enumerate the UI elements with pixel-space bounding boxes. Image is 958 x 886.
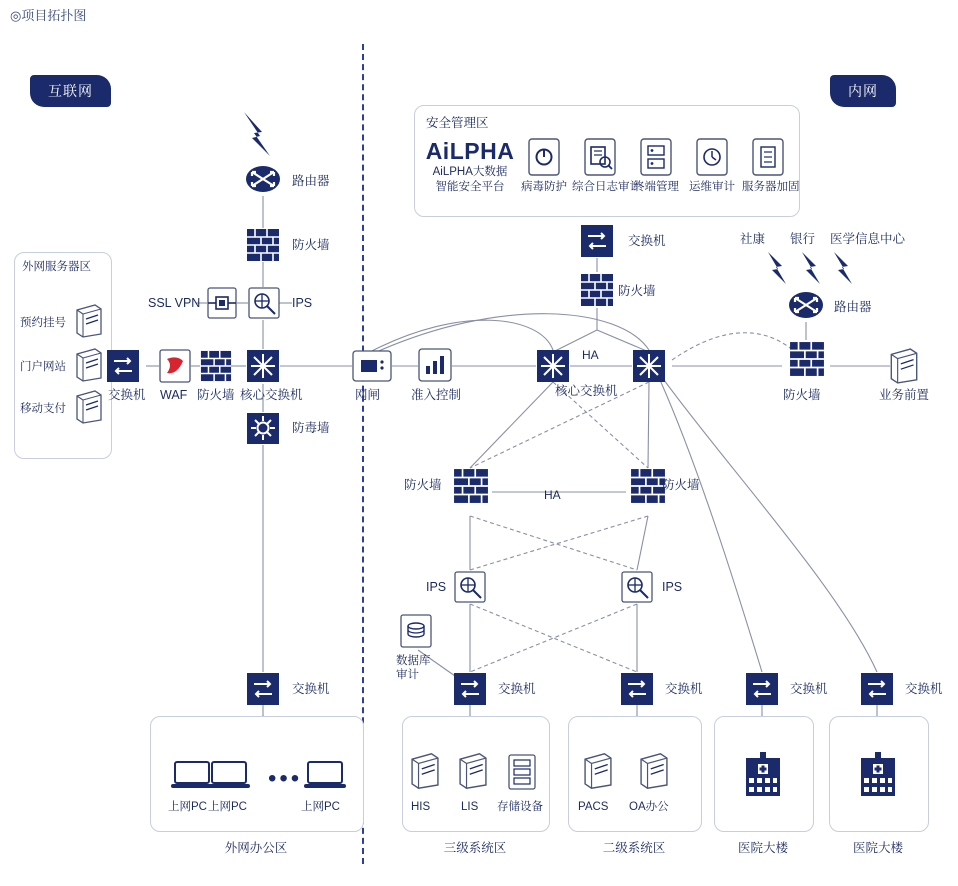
antivirus-wall-icon: [246, 412, 280, 445]
antivirus-icon: [528, 138, 560, 176]
ops-audit-icon: [696, 138, 728, 176]
server-icon: [584, 752, 612, 790]
firewall-icon: [246, 228, 280, 262]
firewall-icon: [453, 468, 489, 504]
office-pc-label-3: 上网PC: [301, 801, 340, 813]
switch-icon: [745, 672, 779, 706]
core-switch-right-label: 核心交换机: [555, 384, 618, 398]
internet-router-label: 路由器: [292, 174, 330, 188]
lightning-bolt-icon: [766, 252, 790, 290]
server-icon: [76, 304, 102, 338]
hospital-icon: [856, 752, 900, 798]
sec-switch-label: 交换机: [628, 234, 666, 248]
log-audit-label: 综合日志审计: [572, 181, 641, 193]
waf-label: WAF: [160, 388, 188, 402]
group-caption-office: 外网办公区: [224, 841, 288, 855]
security-zone-title: 安全管理区: [426, 116, 489, 130]
endpoint-mgmt-icon: [640, 138, 672, 176]
server-icon: [640, 752, 668, 790]
server-icon: [890, 348, 918, 384]
intranet-router-label: 路由器: [834, 300, 872, 314]
ext-item-label-2: 移动支付: [20, 403, 66, 415]
group-caption-level3: 三级系统区: [443, 841, 507, 855]
server-icon: [76, 348, 102, 382]
wan-link-label-0: 社康: [740, 232, 766, 246]
endpoint-mgmt-label: 终端管理: [633, 181, 679, 193]
office-pc-label-1: 上网PC: [208, 801, 247, 813]
fw-right-label: 防火墙: [662, 478, 700, 492]
database-audit-icon: [400, 614, 432, 648]
switch-l2-label: 交换机: [665, 682, 703, 696]
ha-fw-label: HA: [544, 488, 561, 502]
db-audit-label: 数据库 审计: [396, 655, 431, 682]
ops-audit-label: 运维审计: [689, 181, 735, 193]
gatekeeper-label: 网闸: [355, 388, 381, 402]
ips-icon: [621, 570, 653, 604]
ailpha-wordmark-text: AiLPHA: [425, 138, 515, 164]
ips-icon: [248, 287, 280, 319]
level3-label-1: LIS: [461, 801, 479, 813]
office-pc-label-0: 上网PC: [168, 801, 207, 813]
ssl-vpn-label: SSL VPN: [148, 296, 201, 310]
ailpha-sub-line1: AiLPHA大数据: [432, 166, 508, 178]
ellipsis-icon: •••: [268, 765, 303, 792]
lightning-bolt-icon: [800, 252, 824, 290]
waf-icon: [159, 349, 191, 383]
firewall-icon: [630, 468, 666, 504]
firewall-icon: [200, 349, 232, 383]
lightning-bolt-icon: [832, 252, 856, 290]
server-icon: [76, 390, 102, 424]
firewall-icon: [789, 340, 825, 378]
group-caption-hospital-1: 医院大楼: [737, 841, 788, 855]
intranet-firewall-label: 防火墙: [783, 388, 821, 402]
page-title: ◎项目拓扑图: [10, 8, 87, 23]
antivirus-wall-label: 防毒墙: [292, 421, 330, 435]
access-control-icon: [418, 348, 452, 382]
laptop-icon: [207, 760, 251, 792]
level2-label-1: OA办公: [629, 801, 669, 813]
switch-l3-label: 交换机: [498, 682, 536, 696]
core-switch-icon: [536, 349, 570, 383]
laptop-icon: [303, 760, 347, 792]
antivirus-label: 病毒防护: [521, 181, 567, 193]
level2-label-0: PACS: [578, 801, 609, 813]
switch-icon: [453, 672, 487, 706]
fw-left-label: 防火墙: [404, 478, 442, 492]
zone-chip-intranet: 内网: [830, 75, 896, 107]
ext-switch-label: 交换机: [108, 388, 146, 402]
switch-hosp2-label: 交换机: [905, 682, 943, 696]
level3-label-2: 存储设备: [497, 801, 543, 813]
switch-icon: [580, 224, 614, 258]
switch-office-label: 交换机: [292, 682, 330, 696]
ips-icon: [454, 570, 486, 604]
log-audit-icon: [584, 138, 616, 176]
server-icon: [411, 752, 439, 790]
internet-firewall-label: 防火墙: [292, 238, 330, 252]
hospital-icon: [741, 752, 785, 798]
core-switch-left-label: 核心交换机: [240, 388, 303, 402]
group-caption-level2: 二级系统区: [602, 841, 666, 855]
level3-label-0: HIS: [411, 801, 431, 813]
core-switch-icon: [632, 349, 666, 383]
router-icon: [788, 288, 824, 322]
wan-link-label-1: 银行: [790, 232, 816, 246]
lightning-bolt-icon: [240, 112, 274, 164]
switch-hosp1-label: 交换机: [790, 682, 828, 696]
ext-item-label-1: 门户网站: [20, 361, 66, 373]
server-hardening-icon: [752, 138, 784, 176]
core-switch-icon: [246, 349, 280, 383]
firewall-icon: [580, 272, 614, 308]
ha-core-label: HA: [582, 348, 599, 362]
access-control-label: 准入控制: [411, 388, 462, 402]
switch-icon: [860, 672, 894, 706]
server-hardening-label: 服务器加固: [742, 181, 800, 193]
wan-link-label-2: 医学信息中心: [830, 232, 906, 246]
zone-chip-internet: 互联网: [30, 75, 111, 107]
ips-mid-right-label: IPS: [662, 580, 683, 594]
business-front-label: 业务前置: [879, 388, 930, 402]
gatekeeper-icon: [352, 350, 392, 382]
external-server-zone-title: 外网服务器区: [22, 261, 91, 273]
router-icon: [245, 162, 281, 196]
ailpha-brand: [424, 138, 516, 195]
ips-left-label: IPS: [292, 296, 313, 310]
switch-icon: [106, 349, 140, 383]
group-caption-hospital-2: 医院大楼: [852, 841, 903, 855]
switch-icon: [620, 672, 654, 706]
ext-firewall-label: 防火墙: [197, 388, 235, 402]
switch-icon: [246, 672, 280, 706]
sec-firewall-label: 防火墙: [618, 284, 656, 298]
ailpha-sub-line2: 智能安全平台: [435, 180, 505, 193]
ips-mid-left-label: IPS: [426, 580, 447, 594]
vpn-icon: [207, 287, 237, 319]
ext-item-label-0: 预约挂号: [20, 317, 66, 329]
server-icon: [459, 752, 487, 790]
storage-icon: [508, 754, 536, 790]
